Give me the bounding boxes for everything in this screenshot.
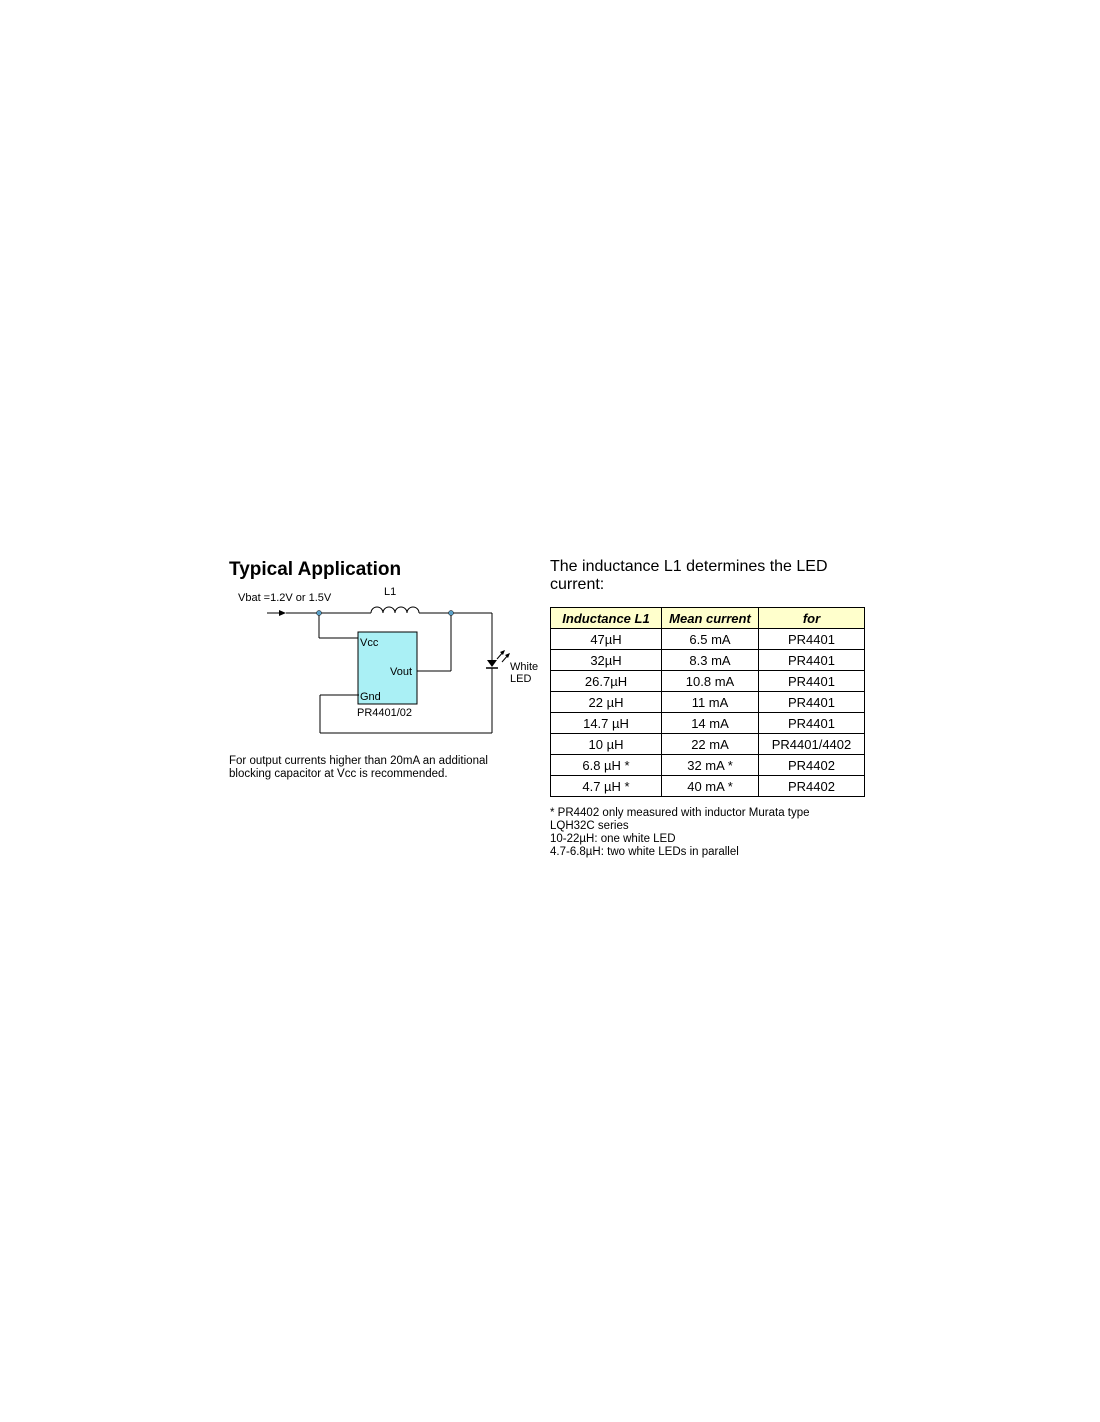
table-row <box>551 629 865 650</box>
table-row <box>551 692 865 713</box>
junction-node-vcc <box>317 611 322 616</box>
cell-inductance: 32µH <box>551 650 662 671</box>
pin-vcc-label: Vcc <box>360 637 379 649</box>
header-for: for <box>759 608 865 629</box>
vbat-label: Vbat =1.2V or 1.5V <box>238 592 332 604</box>
table-row <box>551 734 865 755</box>
cell-device: PR4401/4402 <box>759 734 865 755</box>
cell-inductance: 10 µH <box>551 734 662 755</box>
led-label-white: White <box>510 661 539 673</box>
table-row <box>551 776 865 797</box>
led-diode-triangle <box>487 660 497 667</box>
cell-device: PR4402 <box>759 776 865 797</box>
header-inductance: Inductance L1 <box>551 608 662 629</box>
section-title: Typical Application <box>229 559 402 580</box>
table-row <box>551 650 865 671</box>
table-footnotes <box>550 807 850 859</box>
footnote-murata: * PR4402 only measured with inductor Murata type LQH32C series <box>550 807 810 832</box>
table-header-row <box>551 608 865 629</box>
cell-inductance: 6.8 µH * <box>551 755 662 776</box>
pin-vout-label: Vout <box>390 666 413 678</box>
circuit-schematic <box>229 580 559 740</box>
cell-mean-current: 6.5 mA <box>662 629 759 650</box>
cell-device: PR4401 <box>759 713 865 734</box>
cell-inductance: 47µH <box>551 629 662 650</box>
cell-mean-current: 32 mA * <box>662 755 759 776</box>
inductor-label: L1 <box>384 586 397 598</box>
inductor-coil <box>371 607 419 613</box>
input-arrow-head <box>279 610 286 616</box>
cell-mean-current: 10.8 mA <box>662 671 759 692</box>
table-row <box>551 671 865 692</box>
table-row <box>551 755 865 776</box>
cell-device: PR4402 <box>759 755 865 776</box>
header-mean-current: Mean current <box>662 608 759 629</box>
pin-gnd-label: Gnd <box>360 691 381 703</box>
cell-inductance: 22 µH <box>551 692 662 713</box>
cell-inductance: 26.7µH <box>551 671 662 692</box>
cell-mean-current: 22 mA <box>662 734 759 755</box>
cell-device: PR4401 <box>759 650 865 671</box>
ic-label: PR4401/02 <box>357 707 413 719</box>
cell-inductance: 4.7 µH * <box>551 776 662 797</box>
inductance-intro: The inductance L1 determines the LED current: <box>550 558 828 593</box>
cell-mean-current: 8.3 mA <box>662 650 759 671</box>
table-row <box>551 713 865 734</box>
cell-device: PR4401 <box>759 671 865 692</box>
led-label-led: LED <box>510 673 532 685</box>
cell-mean-current: 11 mA <box>662 692 759 713</box>
cell-device: PR4401 <box>759 629 865 650</box>
cell-inductance: 14.7 µH <box>551 713 662 734</box>
junction-node-vout <box>449 611 454 616</box>
blocking-capacitor-note: For output currents higher than 20mA an additional blocking capacitor at Vcc is recommended. <box>229 755 488 780</box>
cell-device: PR4401 <box>759 692 865 713</box>
cell-mean-current: 40 mA * <box>662 776 759 797</box>
footnote-one-led: 10-22µH: one white LED <box>550 833 676 845</box>
footnote-two-leds: 4.7-6.8µH: two white LEDs in parallel <box>550 846 739 858</box>
inductance-table <box>550 607 865 797</box>
cell-mean-current: 14 mA <box>662 713 759 734</box>
